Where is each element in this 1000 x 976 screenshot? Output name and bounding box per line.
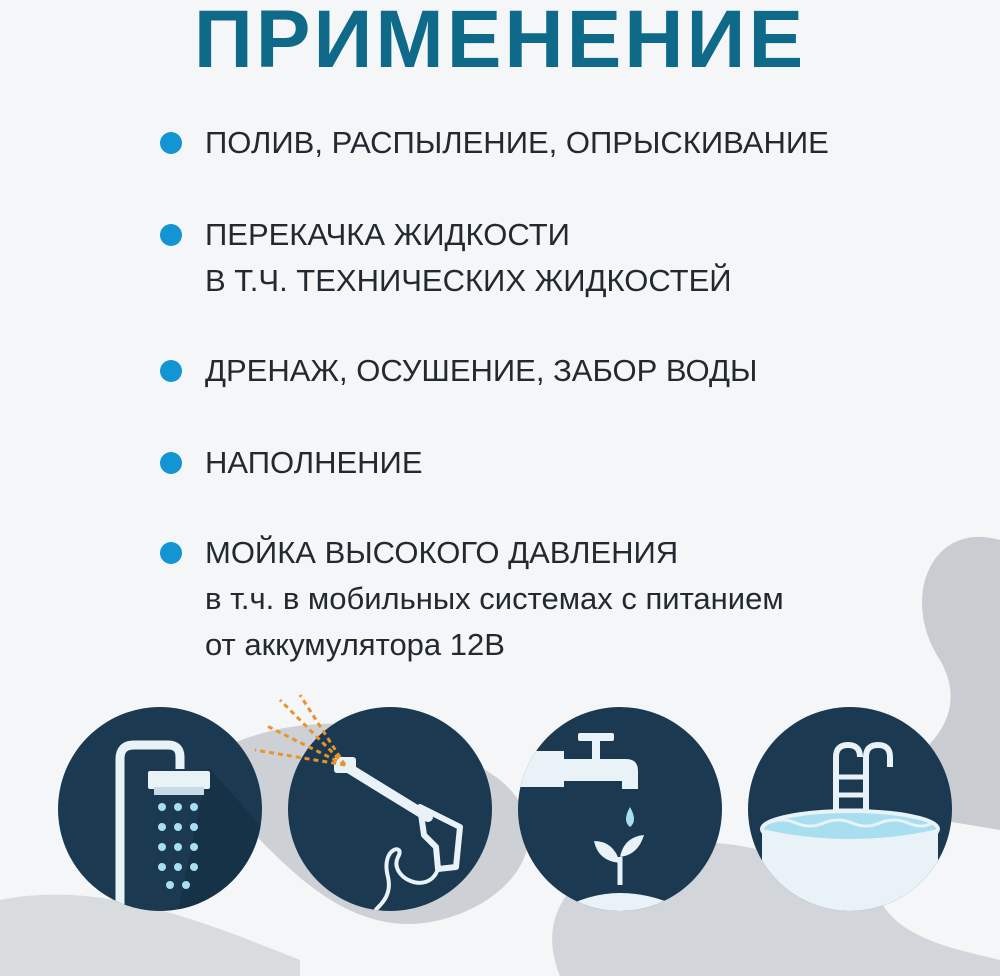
list-item-text: ПОЛИВ, РАСПЫЛЕНИЕ, ОПРЫСКИВАНИЕ xyxy=(205,125,829,160)
list-item-subtext: от аккумулятора 12В xyxy=(205,627,505,662)
bullet-icon xyxy=(160,542,182,564)
bullet-icon xyxy=(160,360,182,382)
list-item-subtext: в т.ч. в мобильных системах с питанием xyxy=(205,581,784,616)
shower-icon xyxy=(58,707,262,911)
icon-row xyxy=(0,700,1000,920)
list-item-text: ПЕРЕКАЧКА ЖИДКОСТИ xyxy=(205,217,570,252)
list-item-text: МОЙКА ВЫСОКОГО ДАВЛЕНИЯ xyxy=(205,535,679,570)
spray-lines-icon xyxy=(250,690,370,790)
list-item-subtext: В Т.Ч. ТЕХНИЧЕСКИХ ЖИДКОСТЕЙ xyxy=(205,263,732,298)
faucet-plant-icon xyxy=(518,707,722,911)
bullet-icon xyxy=(160,452,182,474)
list-item-text: НАПОЛНЕНИЕ xyxy=(205,445,423,480)
bullet-icon xyxy=(160,224,182,246)
list-item-text: ДРЕНАЖ, ОСУШЕНИЕ, ЗАБОР ВОДЫ xyxy=(205,353,758,388)
bullet-icon xyxy=(160,132,182,154)
pool-ladder-icon xyxy=(748,707,952,911)
page-title: ПРИМЕНЕНИЕ xyxy=(193,0,807,85)
